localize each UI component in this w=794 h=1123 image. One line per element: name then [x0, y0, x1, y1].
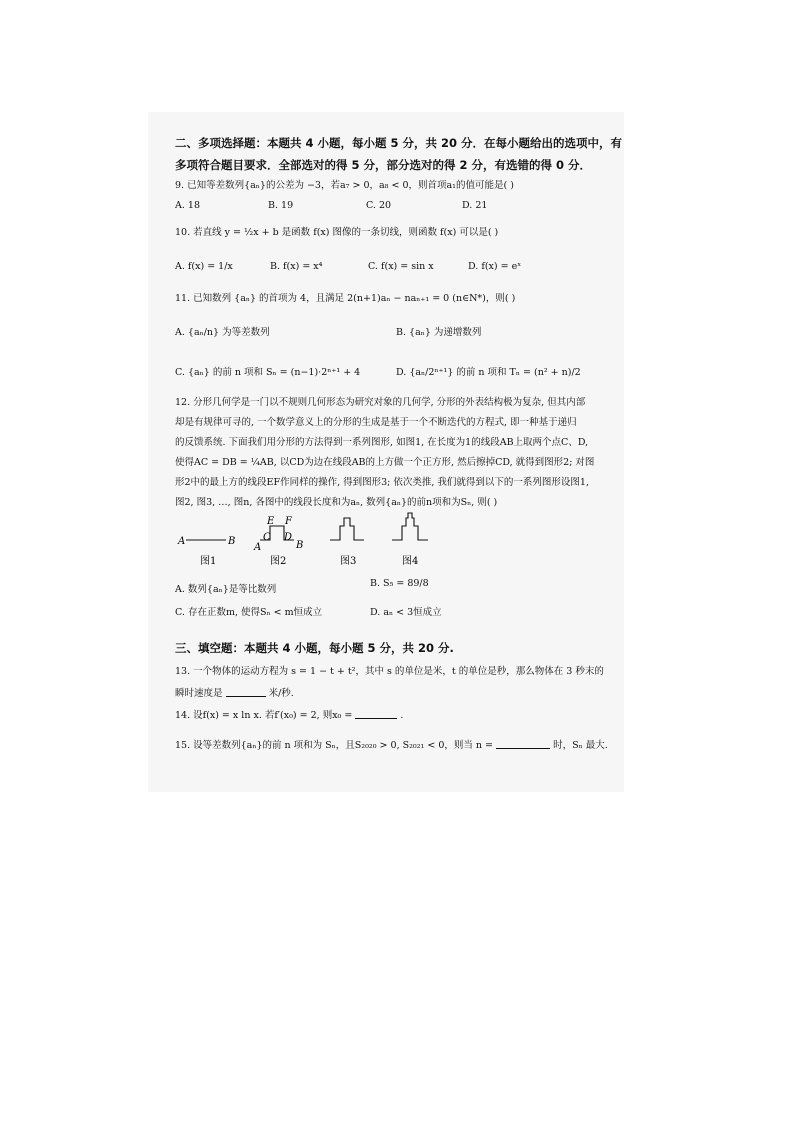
fig2-label-c: C	[263, 532, 271, 543]
fig2-label-a: A	[254, 542, 262, 553]
q9-option-c: C. 20	[366, 200, 392, 211]
fig3-caption: 图3	[340, 556, 357, 567]
fractal-figures	[170, 510, 450, 574]
fig2-caption: 图2	[270, 556, 287, 567]
fig2-label-f: F	[285, 516, 292, 527]
q11-option-c: C. {aₙ} 的前 n 项和 Sₙ = (n−1)·2ⁿ⁺¹ + 4	[175, 367, 361, 378]
q13-line-1: 13. 一个物体的运动方程为 s = 1 − t + t²，其中 s 的单位是米，t 的单位是秒，那么物体在 3 秒末的	[175, 666, 604, 677]
q15-text: 15. 设等差数列{aₙ}的前 n 项和为 Sₙ，且S₂₀₂₀ > 0, S₂₀₂₁ < 0，则当 n =	[175, 740, 494, 751]
q14-text: 14. 设f(x) = x ln x. 若f′(x₀) = 2, 则x₀ =	[175, 710, 353, 721]
q12-line-4: 使得AC = DB = ¼AB, 以CD为边在线段AB的上方做一个正方形, 然后擦掉CD, 就得到图形2; 对图	[175, 457, 595, 468]
q12-line-3: 的反馈系统. 下面我们用分形的方法得到一系列图形, 如图1, 在长度为1的线段AB上取两个点C、D,	[175, 437, 589, 448]
q11-option-b: B. {aₙ} 为递增数列	[396, 327, 482, 338]
q12-option-c: C. 存在正数m, 使得Sₙ < m恒成立	[175, 607, 323, 618]
section2-heading: 二、多项选择题：本题共 4 小题，每小题 5 分，共 20 分．在每小题给出的选项中，有	[175, 136, 623, 150]
q12-line-1: 12. 分形几何学是一门以不规则几何形态为研究对象的几何学, 分形的外表结构极为复杂, 但其内部	[175, 397, 586, 408]
q13-answer-blank[interactable]	[226, 686, 266, 697]
section3-heading: 三、填空题：本题共 4 小题，每小题 5 分，共 20 分.	[175, 641, 454, 655]
q9-option-b: B. 19	[268, 200, 294, 211]
fig1-label-a: A	[178, 536, 186, 547]
q10-option-a: A. f(x) = 1/x	[175, 261, 233, 272]
fig2-label-b: B	[296, 540, 304, 551]
fig1-label-b: B	[228, 536, 236, 547]
q10-option-d: D. f(x) = eˣ	[468, 261, 522, 272]
q13-text-before-blank: 瞬时速度是	[175, 688, 223, 699]
fig3-shape	[330, 518, 364, 540]
fig4-shape	[392, 513, 428, 540]
q10-option-b: B. f(x) = x⁴	[270, 261, 323, 272]
q9-option-a: A. 18	[175, 200, 200, 211]
q9-option-d: D. 21	[462, 200, 488, 211]
q10-option-c: C. f(x) = sin x	[368, 261, 434, 272]
q12-line-6: 图2, 图3, …, 图n, 各图中的线段长度和为aₙ, 数列{aₙ}的前n项和为Sₙ, 则( )	[175, 497, 498, 508]
q10-stem: 10. 若直线 y = ½x + b 是函数 f(x) 图像的一条切线，则函数 f(x) 可以是( )	[175, 227, 499, 238]
q13-line-2	[175, 686, 294, 701]
section2-heading-cont: 多项符合题目要求．全部选对的得 5 分，部分选对的得 2 分，有选错的得 0 分．	[175, 158, 592, 172]
fig2-label-e: E	[267, 516, 275, 527]
q11-stem: 11. 已知数列 {aₙ} 的首项为 4，且满足 2(n+1)aₙ − naₙ₊₁ = 0 (n∈N*)，则( )	[175, 293, 516, 304]
q11-option-a: A. {aₙ/n} 为等差数列	[175, 327, 270, 338]
q15-line	[175, 738, 608, 753]
q15-answer-blank[interactable]	[496, 738, 550, 749]
q14-text-end: .	[400, 710, 404, 721]
q12-line-5: 形2中的最上方的线段EF作同样的操作, 得到图形3; 依次类推, 我们就得到以下的一系列图形设图1,	[175, 477, 589, 488]
q12-line-2: 却是有规律可寻的, 一个数学意义上的分形的生成是基于一个不断迭代的方程式, 即一种基于递归	[175, 417, 577, 428]
q14-answer-blank[interactable]	[355, 708, 397, 719]
q9-stem: 9. 已知等差数列{aₙ}的公差为 −3，若a₇ > 0，a₈ < 0，则首项a₁的值可能是( )	[175, 180, 514, 191]
fig2-label-d: D	[284, 532, 293, 543]
q11-option-d: D. {aₙ/2ⁿ⁺¹} 的前 n 项和 Tₙ = (n² + n)/2	[396, 367, 581, 378]
q12-option-b: B. S₅ = 89/8	[370, 578, 429, 589]
q12-option-a: A. 数列{aₙ}是等比数列	[175, 584, 277, 595]
q14-line	[175, 708, 403, 723]
q13-text-after-blank: 米/秒.	[268, 688, 294, 699]
fig4-caption: 图4	[402, 556, 419, 567]
fig1-caption: 图1	[200, 556, 217, 567]
q15-text-end: 时，Sₙ 最大.	[553, 740, 608, 751]
q12-option-d: D. aₙ < 3恒成立	[370, 607, 442, 618]
